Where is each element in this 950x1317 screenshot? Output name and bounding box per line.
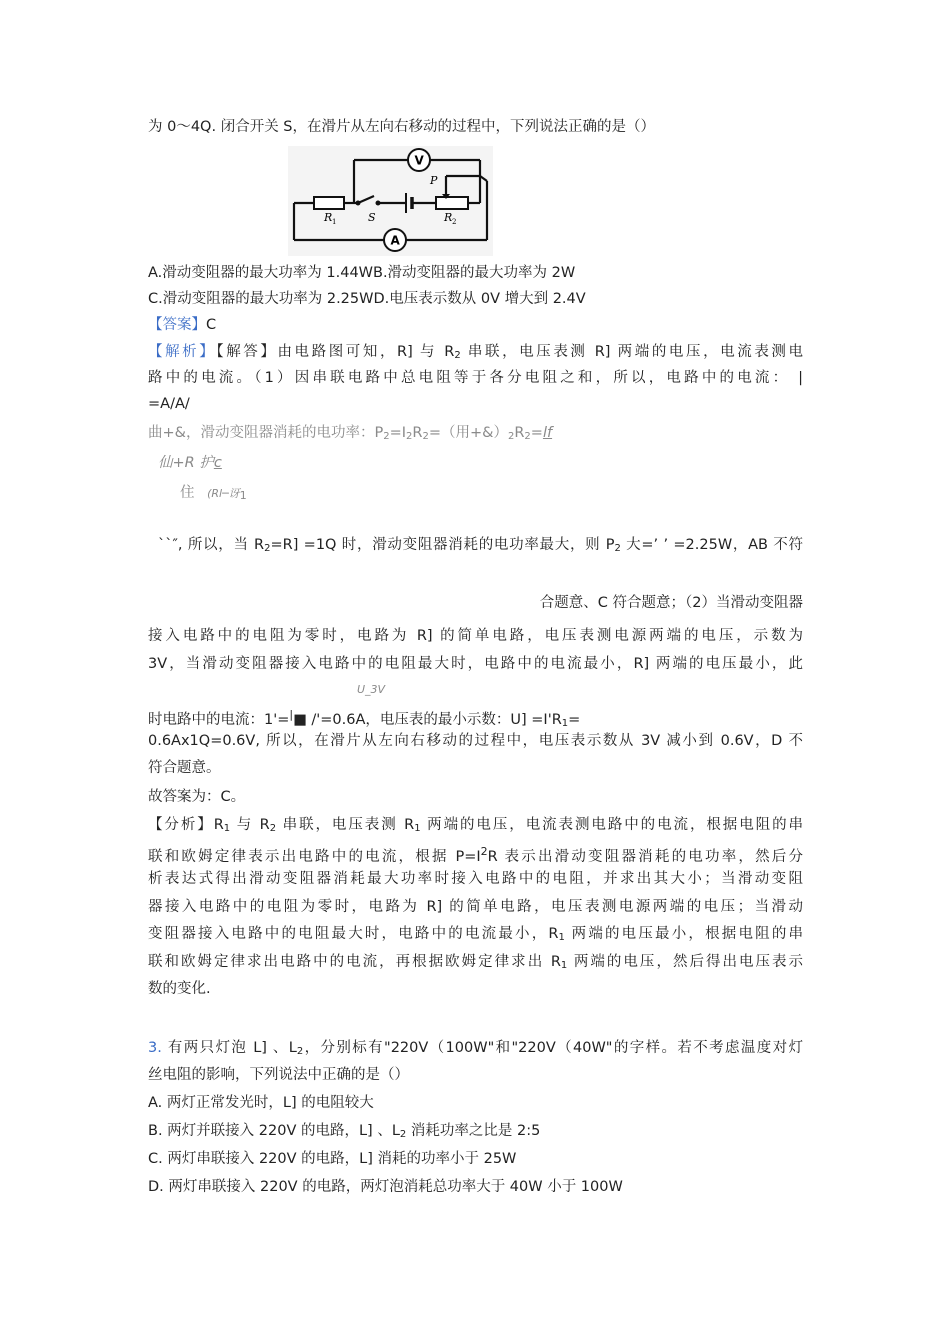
final-answer: 故答案为：C。 <box>148 789 246 805</box>
text-run: R 表示出滑动变阻器消耗的电功率，然后分 <box>487 848 804 865</box>
text-run: R <box>412 425 423 441</box>
analysis-line-11 <box>148 704 803 731</box>
question-number: 3. <box>148 1040 162 1056</box>
question-3-option-a: A. 两灯正常发光时，L] 的电阻较大 <box>148 1095 374 1111</box>
text-run: =（用+&） <box>428 425 508 441</box>
text-run: 消耗功率之比是 2:5 <box>406 1123 541 1139</box>
text-run: c <box>213 455 222 471</box>
analysis-line-4 <box>148 422 803 444</box>
summary-line-3: 析表达式得出滑动变阻器消耗最大功率时接入电路中的电阻，并求出其大小；当滑动变阻 <box>148 871 803 887</box>
svg-text:S: S <box>368 211 376 224</box>
text-run: 曲+&，滑动变阻器消耗的电功率：P <box>148 425 384 441</box>
circuit-diagram <box>288 146 493 256</box>
svg-text:A: A <box>390 233 400 248</box>
text-run: 【解答】由电路图可知，R] 与 R <box>216 344 455 360</box>
question-3-line-2: 丝电阻的影响，下列说法中正确的是（） <box>148 1067 409 1083</box>
summary-line-7: 数的变化. <box>148 981 211 997</box>
svg-text:V: V <box>414 153 424 168</box>
subscript: 2 <box>269 823 277 834</box>
text-run: lf <box>542 425 553 441</box>
subscript: 1 <box>239 489 247 502</box>
text-run: 联和欧姆定律求出电路中的电流，再根据欧姆定律求出 R <box>148 954 561 970</box>
analysis-line-6 <box>180 482 835 505</box>
text-run: ，分别标有"220V（100W"和"220V（40W"的字样。若不考虑温度对灯 <box>303 1040 804 1056</box>
analysis-line-13: 符合题意。 <box>148 760 221 776</box>
analysis-line-9: 接入电路中的电阻为零时，电路为 R] 的简单电路，电压表测电源两端的电压，示数为 <box>148 628 803 644</box>
subscript: 2 <box>614 543 621 554</box>
text-run: 时电路中的电流：1'= <box>148 711 290 728</box>
analysis-line-1 <box>148 341 803 363</box>
subscript: 1 <box>561 717 569 729</box>
subscript: 2 <box>524 431 531 442</box>
text-run: = <box>530 425 543 441</box>
subscript: 2 <box>454 350 461 361</box>
text-run: 大=’ ’ =2.25W，AB 不符 <box>620 537 803 553</box>
text-run: =R] =1Q 时，滑动变阻器消耗的电功率最大，则 P <box>270 537 615 553</box>
fraction-numerator: U_3V <box>357 683 386 696</box>
question-3-option-d: D. 两灯串联接入 220V 的电路，两灯泡消耗总功率大于 40W 小于 100W <box>148 1179 623 1195</box>
text-run: 两端的电压，电流表测电路中的电流，根据电阻的串 <box>420 817 804 833</box>
subscript: 2 <box>399 1129 407 1140</box>
subscript: 2 <box>383 431 390 442</box>
svg-text:P: P <box>430 174 438 187</box>
analysis-tag: 【解析】 <box>148 344 217 360</box>
text-run: 仙+R 护 <box>158 455 214 471</box>
text-run: 与 R <box>230 817 270 833</box>
text-run: 住 <box>180 485 195 501</box>
analysis-line-8: 合题意、C 符合题意；（2）当滑动变阻器 <box>539 595 803 611</box>
text-run: (Rl─讶 <box>207 487 240 500</box>
text-run: 【分析】R <box>148 817 224 833</box>
analysis-line-2: 路中的电流。（1）因串联电路中总电阻等于各分电阻之和，所以，电路中的电流： | <box>148 370 803 386</box>
text-run: 串联，电压表测 R] 两端的电压，电流表测电 <box>460 344 804 360</box>
summary-line-1 <box>148 814 803 836</box>
question-3-option-c: C. 两灯串联接入 220V 的电路，L] 消耗的功率小于 25W <box>148 1151 517 1167</box>
answer-value: C <box>206 317 217 333</box>
subscript: 2 <box>406 431 413 442</box>
subscript: 1 <box>223 823 231 834</box>
summary-line-4: 器接入电路中的电阻为零时，电路为 R] 的简单电路，电压表测电源两端的电压；当滑动 <box>148 899 803 915</box>
text-run: 有两只灯泡 L] 、L <box>161 1040 297 1056</box>
question-3-line-1 <box>148 1037 803 1059</box>
text-run: R <box>514 425 525 441</box>
text-run: 两端的电压最小，根据电阻的串 <box>564 926 804 942</box>
analysis-line-12: 0.6Ax1Q=0.6V, 所以，在滑片从左向右移动的过程中，电压表示数从 3V 减小到 0.6V，D 不 <box>148 733 803 749</box>
analysis-line-10: 3V，当滑动变阻器接入电路中的电阻最大时，电路中的电流最小，R] 两端的电压最小，此 <box>148 656 803 672</box>
subscript: 2 <box>507 431 515 442</box>
text-run: ■ /'=0.6A，电压表的最小示数：U] =I'R <box>293 711 562 728</box>
svg-text:2: 2 <box>452 218 457 226</box>
option-c-d: C.滑动变阻器的最大功率为 2.25WD.电压表示数从 0V 增大到 2.4V <box>148 291 586 307</box>
summary-line-6 <box>148 951 803 973</box>
text-run: ``″, 所以，当 R <box>158 537 265 553</box>
svg-text:R: R <box>324 211 333 224</box>
summary-line-5 <box>148 923 803 945</box>
summary-line-2 <box>148 841 803 868</box>
option-a-b: A.滑动变阻器的最大功率为 1.44WB.滑动变阻器的最大功率为 2W <box>148 265 576 281</box>
analysis-line-3: =A/A/ <box>148 396 190 412</box>
subscript: 1 <box>558 932 565 943</box>
subscript: 2 <box>264 543 271 554</box>
text-run: = <box>568 711 581 728</box>
superscript: 2 <box>480 845 488 858</box>
subscript: 1 <box>560 960 568 971</box>
text-run: 串联，电压表测 R <box>276 817 415 833</box>
superscript: | <box>289 708 294 721</box>
subscript: 2 <box>422 431 429 442</box>
text-run: 两端的电压，然后得出电压表示 <box>567 954 804 970</box>
text-run: B. 两灯并联接入 220V 的电路，L] 、L <box>148 1123 400 1139</box>
text-run: 变阻器接入电路中的电阻最大时，电路中的电流最小，R <box>148 926 559 942</box>
analysis-line-5 <box>158 452 813 474</box>
svg-text:1: 1 <box>332 218 337 226</box>
text-run: =I <box>389 425 407 441</box>
question-2-stem: 为 0〜4Q. 闭合开关 S，在滑片从左向右移动的过程中，下列说法正确的是（） <box>148 119 656 135</box>
question-3-option-b <box>148 1120 803 1142</box>
analysis-line-7 <box>158 534 803 556</box>
text-run: 联和欧姆定律表示出电路中的电流，根据 P=I <box>148 848 481 865</box>
voltmeter-icon <box>408 149 430 171</box>
svg-text:R: R <box>444 211 453 224</box>
ammeter-icon <box>384 229 406 251</box>
answer-tag: 【答案】 <box>148 317 206 333</box>
subscript: 1 <box>414 823 421 834</box>
subscript: 2 <box>296 1046 304 1057</box>
answer-line <box>148 314 803 336</box>
